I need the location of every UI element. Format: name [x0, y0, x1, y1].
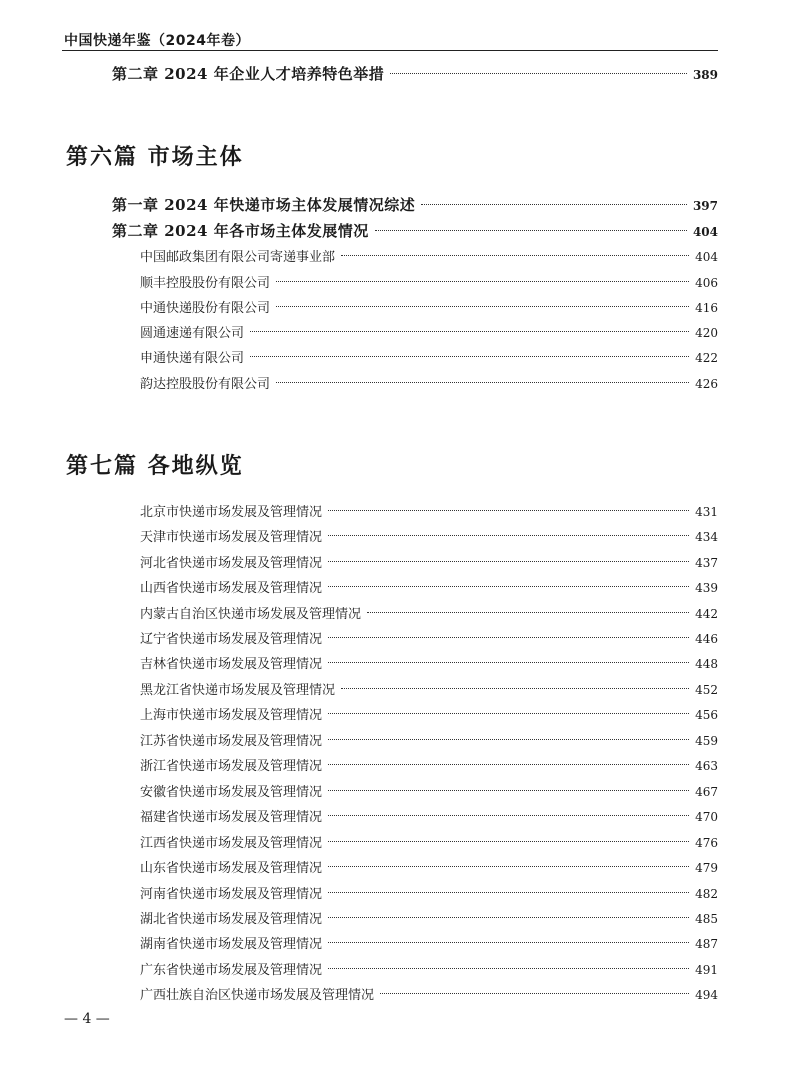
dot-leader [276, 306, 689, 307]
toc-page-number: 406 [695, 276, 718, 290]
toc-page-number: 416 [695, 301, 718, 315]
dot-leader [328, 586, 689, 587]
toc-item-label: 河北省快递市场发展及管理情况 [140, 556, 323, 571]
toc-item-label: 湖南省快递市场发展及管理情况 [140, 937, 323, 952]
toc-page-number: 404 [695, 250, 718, 264]
toc-item-line[interactable] [140, 883, 718, 905]
toc-item-label: 安徽省快递市场发展及管理情况 [140, 785, 323, 800]
toc-item-label: 黑龙江省快递市场发展及管理情况 [140, 683, 336, 698]
dot-leader [375, 230, 687, 231]
toc-item-label: 北京市快递市场发展及管理情况 [140, 505, 323, 520]
toc-item-line[interactable] [140, 730, 718, 752]
toc-page-number: 397 [692, 199, 718, 213]
toc-page-number: 456 [695, 708, 718, 722]
dot-leader [367, 612, 689, 613]
toc-page-number: 448 [695, 657, 718, 671]
toc-item-label: 广西壮族自治区快递市场发展及管理情况 [140, 988, 375, 1003]
dot-leader [328, 790, 689, 791]
toc-item-label: 天津市快递市场发展及管理情况 [140, 530, 323, 545]
dot-leader [328, 968, 689, 969]
toc-item-line[interactable] [140, 984, 718, 1006]
toc-item-line[interactable] [140, 272, 718, 294]
dot-leader [328, 510, 689, 511]
toc-item-line[interactable] [140, 373, 718, 395]
dot-leader [328, 815, 689, 816]
toc-item-label: 江苏省快递市场发展及管理情况 [140, 734, 323, 749]
toc-page-number: 446 [695, 632, 718, 646]
toc-item-line[interactable] [140, 959, 718, 981]
toc-page-number: 437 [695, 556, 718, 570]
toc-item-label: 山东省快递市场发展及管理情况 [140, 861, 323, 876]
toc-page-number: 467 [695, 785, 718, 799]
toc-page-number: 470 [695, 810, 718, 824]
toc-item-line[interactable] [140, 628, 718, 650]
toc-item-line[interactable] [140, 832, 718, 854]
toc-item-line[interactable] [140, 704, 718, 726]
toc-item-line[interactable] [140, 577, 718, 599]
toc-item-line[interactable] [140, 603, 718, 625]
toc-page-number: 431 [695, 505, 718, 519]
toc-item-label: 圆通速递有限公司 [140, 326, 245, 341]
toc-page-number: 434 [695, 530, 718, 544]
dot-leader [328, 561, 689, 562]
toc-page-number: 389 [692, 68, 718, 82]
dot-leader [276, 382, 689, 383]
dot-leader [328, 942, 689, 943]
toc-chapter-line[interactable] [112, 194, 718, 216]
toc-item-label: 福建省快递市场发展及管理情况 [140, 810, 323, 825]
toc-item-line[interactable] [140, 322, 718, 344]
toc-chapter-label: 第二章 2024 年各市场主体发展情况 [112, 222, 369, 240]
dot-leader [328, 764, 689, 765]
toc-page-number: 426 [695, 377, 718, 391]
dot-leader [328, 866, 689, 867]
toc-item-label: 申通快递有限公司 [140, 351, 245, 366]
toc-page-number: 476 [695, 836, 718, 850]
toc-item-label: 顺丰控股股份有限公司 [140, 276, 271, 291]
toc-page-number: 442 [695, 607, 718, 621]
toc-item-line[interactable] [140, 297, 718, 319]
dot-leader [421, 204, 687, 205]
dot-leader [380, 993, 689, 994]
toc-chapter-line[interactable] [112, 63, 718, 85]
toc-chapter-label: 第二章 2024 年企业人才培养特色举措 [112, 65, 385, 83]
toc-chapter-label: 第一章 2024 年快递市场主体发展情况综述 [112, 196, 416, 214]
toc-item-line[interactable] [140, 933, 718, 955]
toc-page-number: 463 [695, 759, 718, 773]
dot-leader [328, 917, 689, 918]
dot-leader [390, 73, 687, 74]
toc-item-label: 上海市快递市场发展及管理情况 [140, 708, 323, 723]
toc-item-line[interactable] [140, 653, 718, 675]
toc-item-line[interactable] [140, 857, 718, 879]
dot-leader [250, 356, 689, 357]
toc-item-line[interactable] [140, 347, 718, 369]
toc-item-label: 内蒙古自治区快递市场发展及管理情况 [140, 607, 362, 622]
toc-page-number: 459 [695, 734, 718, 748]
toc-item-label: 韵达控股股份有限公司 [140, 377, 271, 392]
dot-leader [328, 739, 689, 740]
toc-item-line[interactable] [140, 246, 718, 268]
dot-leader [341, 688, 689, 689]
toc-item-label: 湖北省快递市场发展及管理情况 [140, 912, 323, 927]
toc-item-line[interactable] [140, 781, 718, 803]
page-number-footer: — 4 — [64, 1011, 110, 1027]
toc-item-label: 吉林省快递市场发展及管理情况 [140, 657, 323, 672]
toc-page-number: 420 [695, 326, 718, 340]
part-title: 第六篇 市场主体 [66, 145, 244, 170]
toc-item-label: 辽宁省快递市场发展及管理情况 [140, 632, 323, 647]
toc-page-number: 439 [695, 581, 718, 595]
dot-leader [328, 535, 689, 536]
toc-chapter-line[interactable] [112, 220, 718, 242]
toc-item-label: 中国邮政集团有限公司寄递事业部 [140, 250, 336, 265]
toc-item-line[interactable] [140, 552, 718, 574]
toc-page-number: 491 [695, 963, 718, 977]
dot-leader [328, 662, 689, 663]
toc-item-line[interactable] [140, 501, 718, 523]
toc-page-number: 479 [695, 861, 718, 875]
dot-leader [328, 841, 689, 842]
toc-page-number: 485 [695, 912, 718, 926]
dot-leader [250, 331, 689, 332]
toc-item-line[interactable] [140, 679, 718, 701]
toc-item-label: 山西省快递市场发展及管理情况 [140, 581, 323, 596]
toc-item-line[interactable] [140, 526, 718, 548]
toc-item-label: 浙江省快递市场发展及管理情况 [140, 759, 323, 774]
toc-item-label: 河南省快递市场发展及管理情况 [140, 887, 323, 902]
toc-item-label: 广东省快递市场发展及管理情况 [140, 963, 323, 978]
toc-item-label: 中通快递股份有限公司 [140, 301, 271, 316]
dot-leader [328, 637, 689, 638]
toc-item-line[interactable] [140, 806, 718, 828]
toc-page-number: 494 [695, 988, 718, 1002]
part-title: 第七篇 各地纵览 [66, 454, 244, 479]
toc-item-line[interactable] [140, 755, 718, 777]
toc-page-number: 404 [692, 225, 718, 239]
dot-leader [328, 892, 689, 893]
dot-leader [328, 713, 689, 714]
dot-leader [341, 255, 689, 256]
toc-page-number: 452 [695, 683, 718, 697]
toc-page-number: 422 [695, 351, 718, 365]
running-header-title: 中国快递年鉴（2024年卷） [64, 33, 250, 49]
dot-leader [276, 281, 689, 282]
toc-page-number: 487 [695, 937, 718, 951]
toc-page-number: 482 [695, 887, 718, 901]
header-rule [62, 50, 718, 51]
toc-item-label: 江西省快递市场发展及管理情况 [140, 836, 323, 851]
toc-item-line[interactable] [140, 908, 718, 930]
